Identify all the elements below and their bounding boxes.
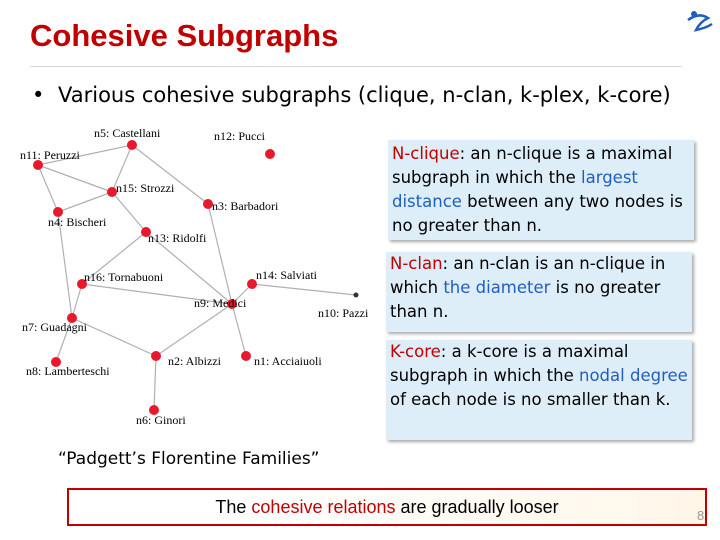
node-n1 [241, 351, 251, 361]
node-n2 [151, 351, 161, 361]
conclusion-box [67, 488, 707, 526]
node-label-n8: n8: Lamberteschi [26, 364, 110, 378]
slide-title: Cohesive Subgraphs [30, 18, 339, 53]
edge-n3-n9 [208, 204, 232, 304]
graph-caption: “Padgett’s Florentine Families” [58, 449, 320, 469]
edge-n15-n4 [58, 192, 112, 212]
n-clan-highlight: the diameter [443, 278, 551, 297]
florentine-families-graph [0, 120, 390, 440]
bullet-text: Various cohesive subgraphs (clique, n-clan, k-plex, k-core) [58, 83, 671, 107]
k-core-highlight: nodal degree [579, 366, 688, 385]
logo-icon [684, 4, 714, 34]
bullet-dot: • [32, 83, 45, 107]
node-label-n12: n12: Pucci [214, 129, 265, 143]
edge-n16-n7 [72, 284, 82, 318]
edge-n9-n1 [232, 304, 246, 356]
conclusion-post: are gradually looser [395, 497, 559, 517]
bullet-point [32, 82, 672, 108]
n-clan-text-post: is no greater than n. [390, 278, 661, 321]
conclusion-highlight: cohesive relations [251, 497, 396, 517]
k-core-definition [386, 340, 692, 440]
node-label-n6: n6: Ginori [136, 413, 186, 427]
node-label-n14: n14: Salviati [256, 268, 317, 282]
n-clique-text-post: between any two nodes is no greater than n. [392, 192, 683, 235]
title-divider [30, 66, 682, 67]
k-core-term: K-core [390, 342, 441, 361]
n-clique-term: N-clique [392, 144, 460, 163]
node-label-n1: n1: Acciaiuoli [254, 354, 322, 368]
n-clan-text-pre: : an n-clan is an n-clique in which [390, 254, 666, 297]
node-label-n7: n7: Guadagni [22, 320, 87, 334]
node-n12 [265, 149, 275, 159]
edge-n11-n15 [38, 165, 112, 192]
page-number: 8 [697, 508, 705, 523]
node-label-n9: n9: Medici [194, 296, 247, 310]
edge-n2-n6 [154, 356, 156, 410]
edge-n9-n2 [156, 304, 232, 356]
node-label-n4: n4: Bischeri [48, 215, 107, 229]
node-label-n16: n16: Tornabuoni [84, 270, 164, 284]
edge-n14-n10 [252, 284, 356, 295]
edge-n15-n13 [112, 192, 146, 232]
edge-n11-n4 [38, 165, 58, 212]
n-clique-text-pre: : an n-clique is a maximal subgraph in which the [392, 144, 673, 187]
n-clique-definition [388, 140, 694, 240]
node-n10 [354, 293, 359, 298]
node-label-n13: n13: Ridolfi [148, 231, 207, 245]
k-core-text-post: of each node is no smaller than k. [390, 390, 671, 409]
edge-n5-n3 [132, 145, 208, 204]
n-clan-term: N-clan [390, 254, 443, 273]
k-core-text-pre: : a k-core is a maximal subgraph in which the [390, 342, 629, 385]
node-label-n15: n15: Strozzi [116, 181, 175, 195]
n-clique-highlight: largest distance [392, 168, 638, 211]
node-label-n10: n10: Pazzi [318, 306, 369, 320]
n-clan-definition [386, 252, 692, 332]
node-label-n2: n2: Albizzi [168, 354, 221, 368]
node-n5 [127, 140, 137, 150]
node-label-n5: n5: Castellani [94, 126, 161, 140]
node-label-n11: n11: Peruzzi [20, 148, 80, 162]
conclusion-pre: The [215, 497, 252, 517]
node-label-n3: n3: Barbadori [212, 199, 279, 213]
